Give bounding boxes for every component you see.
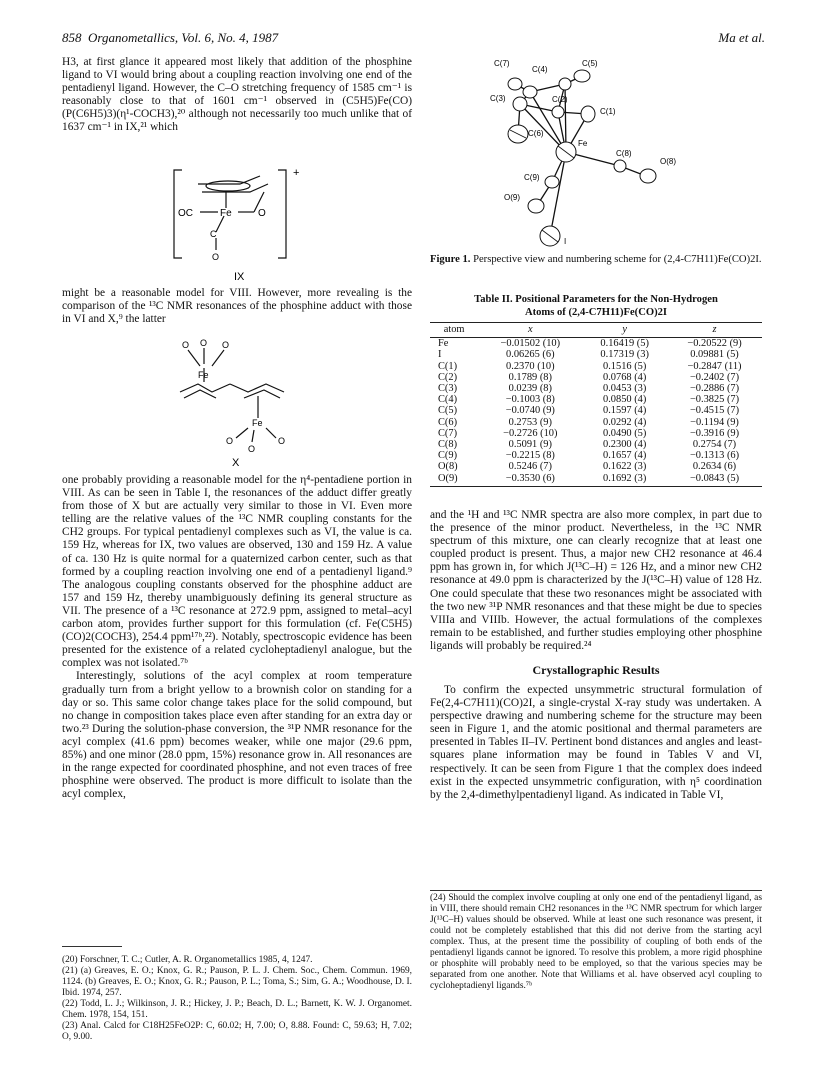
figure-1-caption-text: Perspective view and numbering scheme for (2,4-C7H11)Fe(CO)2I. bbox=[473, 254, 762, 265]
atom-label-o9: O(9) bbox=[504, 193, 520, 202]
table-2-title-line1: Table II. Positional Parameters for the Non-Hydrogen bbox=[474, 294, 718, 305]
structure-ix-c-label: C bbox=[210, 229, 217, 239]
atom-label-c1: C(1) bbox=[600, 107, 616, 116]
table-cell: −0.01502 (10) bbox=[500, 338, 561, 350]
running-header-authors: Ma et al. bbox=[718, 30, 765, 45]
table-cell: C(3) bbox=[438, 383, 458, 395]
table-row bbox=[430, 450, 762, 461]
structure-x-o2: O bbox=[200, 338, 208, 348]
table-row bbox=[430, 383, 762, 394]
table-cell: C(1) bbox=[438, 360, 458, 372]
table-2-col-y: y bbox=[582, 323, 667, 338]
atom-label-c7: C(7) bbox=[494, 59, 510, 68]
paragraph-nmr-mixture: and the ¹H and ¹³C NMR spectra are also more complex, in part due to the presence of the minor product. Nevertheless, in the ¹³C NMR spectrum of this mixture, one can clearly recognize that at least one coupled product is present. Thus, a major new CH2 resonance at 46.4 ppm has grown in, for which J(¹³C–H) = 126 Hz, and a minor new CH2 resonance at 49.0 ppm is characterized by the J(¹³C–H) value of 128 Hz. One could speculate that these two resonances might be associated with the two new ³¹P NMR resonances and that these might be due to species VIIIa and VIIIb. However, the actual formulations of the complexes remain to be established, and further studies employing other phosphine ligands will probably be required.²⁴ bbox=[430, 509, 762, 652]
table-cell: C(7) bbox=[438, 427, 458, 439]
footnote-22: (22) Todd, L. J.; Wilkinson, J. R.; Hickey, J. P.; Beach, D. L.; Barnett, K. W. J. Organomet. Chem. 1978, 154, 151. bbox=[62, 999, 412, 1020]
structure-x-drawing bbox=[160, 334, 310, 468]
table-cell: −0.3825 (7) bbox=[689, 394, 740, 406]
table-cell: 0.0768 (4) bbox=[603, 371, 647, 383]
table-2-col-z: z bbox=[667, 323, 762, 338]
atom-label-c9: C(9) bbox=[524, 173, 540, 182]
structure-x-label: X bbox=[232, 457, 240, 468]
table-cell: 0.17319 (3) bbox=[600, 349, 649, 361]
table-cell: 0.09881 (5) bbox=[690, 349, 739, 361]
table-row bbox=[430, 372, 762, 383]
table-2-col-x: x bbox=[478, 323, 582, 338]
structure-x-fe-bottom: Fe bbox=[252, 418, 263, 428]
structure-x-o4: O bbox=[226, 436, 234, 446]
table-2-header-row bbox=[430, 323, 762, 338]
structure-ix-fe-label: Fe bbox=[220, 208, 232, 219]
structure-ix-oc-label: OC bbox=[178, 208, 193, 219]
table-2 bbox=[430, 322, 762, 487]
footnote-rule-right bbox=[430, 890, 762, 891]
table-cell: 0.1657 (4) bbox=[603, 450, 647, 462]
table-cell: 0.0453 (3) bbox=[603, 383, 647, 395]
table-cell: −0.0843 (5) bbox=[667, 473, 762, 487]
figure-1-caption bbox=[430, 254, 762, 267]
table-cell: Fe bbox=[438, 338, 449, 350]
table-cell: 0.0490 (5) bbox=[603, 427, 647, 439]
table-cell: 0.1622 (3) bbox=[603, 461, 647, 473]
table-cell: 0.06265 (6) bbox=[506, 349, 555, 361]
atom-label-o8: O(8) bbox=[660, 157, 676, 166]
table-cell: 0.5246 (7) bbox=[508, 461, 552, 473]
table-cell: 0.1516 (5) bbox=[603, 360, 647, 372]
table-cell: 0.1692 (3) bbox=[582, 473, 667, 487]
structure-x-o6: O bbox=[278, 436, 286, 446]
table-cell: 0.2634 (6) bbox=[692, 461, 737, 473]
paragraph-nmr: one probably providing a reasonable model for the η⁴-pentadiene portion in VIII. As can be seen in Table I, the resonances of the adduct differ greatly from those of X but are actually very similar to those in VI. Even more telling are the relative values of the ¹³C NMR coupling constants for the CH2 groups. For typical pentadienyl complexes such as VI, the value is ca. 159 Hz, whereas for IX, two values are observed, 130 and 159 Hz. A value of ca. 130 Hz is quite normal for a quaternized carbon center, such as that formed by a coupling reaction involving one end of a pentadienyl ligand.⁹ The analogous coupling constants observed for the phosphine adduct are 157 and 159 Hz, thereby unambiguously defining its general structure as VII. The presence of a ¹³C resonance at 272.9 ppm, assigned to metal–acyl carbon atom, provides further support for this formulation (cf. Fe(C5H5)(CO)2(COCH3), 254.4 ppm¹⁷ᵇ,²²). Notably, spectroscopic evidence has been presented for the existence of a related cycloheptadienyl analogue, but the complex was not isolated.⁷ᵇ bbox=[62, 474, 412, 670]
page-number: 858 bbox=[62, 30, 82, 45]
footnotes-left bbox=[62, 955, 412, 1043]
table-cell: C(6) bbox=[438, 416, 458, 428]
table-cell: 0.2370 (10) bbox=[506, 360, 555, 372]
table-cell: C(9) bbox=[438, 450, 458, 462]
table-cell: 0.1789 (8) bbox=[508, 371, 552, 383]
section-title-crystallographic: Crystallographic Results bbox=[532, 663, 660, 677]
table-cell: 0.2754 (7) bbox=[692, 439, 737, 451]
left-column-mid bbox=[62, 287, 412, 326]
table-row bbox=[430, 349, 762, 360]
footnote-23: (23) Anal. Calcd for C18H25FeO2P: C, 60.02; H, 7.00; O, 8.88. Found: C, 59.63; H, 7.02; O, 9.00. bbox=[62, 1021, 412, 1042]
atom-label-c3: C(3) bbox=[490, 94, 506, 103]
table-2-col-atom: atom bbox=[430, 323, 478, 338]
footnote-21: (21) (a) Greaves, E. O.; Knox, G. R.; Pauson, P. L. J. Chem. Soc., Chem. Commun. 1969, 1124. (b) Greaves, E. O.; Knox, G. R.; Pauson, P. L.; Toma, S.; Sim, G. A.; Woodhouse, D. I. Ibid. 1974, 257. bbox=[62, 966, 412, 998]
table-cell: −0.2402 (7) bbox=[689, 371, 740, 383]
structure-ix-drawing bbox=[160, 162, 310, 284]
right-column-bottom bbox=[430, 684, 762, 802]
table-cell: −0.1313 (6) bbox=[689, 450, 740, 462]
structure-x-o1: O bbox=[182, 340, 190, 350]
structure-ix-o-label: O bbox=[258, 208, 266, 219]
table-cell: C(8) bbox=[438, 439, 458, 451]
table-cell: −0.2886 (7) bbox=[689, 383, 740, 395]
atom-label-i: I bbox=[564, 237, 567, 246]
table-cell: −0.3530 (6) bbox=[478, 473, 582, 487]
table-cell: 0.16419 (5) bbox=[600, 338, 649, 350]
table-cell: O(9) bbox=[430, 473, 478, 487]
right-column-top bbox=[430, 509, 762, 653]
table-cell: 0.0292 (4) bbox=[603, 416, 647, 428]
table-row bbox=[430, 338, 762, 350]
table-row bbox=[430, 461, 762, 472]
table-cell: I bbox=[438, 349, 442, 361]
table-2-title bbox=[430, 294, 762, 319]
structure-ix-charge: + bbox=[293, 167, 300, 179]
structure-x-fe-top: Fe bbox=[198, 370, 209, 380]
atom-label-c2: C(2) bbox=[552, 95, 568, 104]
table-cell: −0.4515 (7) bbox=[689, 405, 740, 417]
table-cell: 0.5091 (9) bbox=[508, 439, 552, 451]
structure-x-o3: O bbox=[222, 340, 230, 350]
table-cell: −0.2215 (8) bbox=[505, 450, 555, 462]
figure-1-caption-label: Figure 1. bbox=[430, 254, 471, 265]
paragraph-comparison: might be a reasonable model for VIII. However, more revealing is the comparison of the ¹³C NMR resonances of the phosphine adduct with those in VI and X,⁹ the latter bbox=[62, 287, 412, 326]
atom-label-fe: Fe bbox=[578, 139, 588, 148]
table-row bbox=[430, 405, 762, 416]
table-cell: −0.2726 (10) bbox=[503, 427, 558, 439]
table-cell: 0.2300 (4) bbox=[603, 439, 647, 451]
table-cell: O(8) bbox=[438, 461, 458, 473]
table-row bbox=[430, 428, 762, 439]
table-cell: C(5) bbox=[438, 405, 458, 417]
table-cell: 0.0239 (8) bbox=[508, 383, 552, 395]
table-2-title-line2: Atoms of (2,4-C7H11)Fe(CO)2I bbox=[524, 306, 668, 318]
figure-1-ortep bbox=[470, 54, 720, 250]
table-cell: −0.2847 (11) bbox=[687, 360, 742, 372]
table-cell: −0.1003 (8) bbox=[505, 394, 555, 406]
table-row bbox=[430, 439, 762, 450]
table-cell: −0.20522 (9) bbox=[687, 338, 742, 350]
table-row bbox=[430, 361, 762, 372]
paragraph-intro: H3, at first glance it appeared most likely that addition of the phosphine ligand to VI would bring about a coupling reaction involving one end of the pentadienyl ligand. However, the C–O stretching frequency of 1585 cm⁻¹ is reasonably close to that of 1601 cm⁻¹ observed in (C5H5)Fe(CO)(P(C6H5)3)(η¹-COCH3),²⁰ although not necessarily too much unlike that of 1637 cm⁻¹ in IX,²¹ which bbox=[62, 56, 412, 134]
table-cell: −0.0740 (9) bbox=[505, 405, 555, 417]
atom-label-c5: C(5) bbox=[582, 59, 598, 68]
footnote-20: (20) Forschner, T. C.; Cutler, A. R. Organometallics 1985, 4, 1247. bbox=[62, 955, 313, 965]
table-row bbox=[430, 417, 762, 428]
footnote-rule-left bbox=[62, 946, 122, 947]
table-cell: 0.0850 (4) bbox=[603, 394, 647, 406]
table-row bbox=[430, 473, 762, 487]
table-cell: −0.3916 (9) bbox=[689, 427, 740, 439]
paragraph-crystallographic: To confirm the expected unsymmetric structural formulation of Fe(2,4-C7H11)(CO)2I, a single-crystal X-ray study was undertaken. A perspective drawing and numbering scheme for the structure may been seen in Figure 1, and the atomic positional and thermal parameters are presented in Tables II–IV. Pertinent bond distances and angles and least-squares plane information may be found in Tables V and VI, respectively. It can be seen from Figure 1 that the complex does indeed exist in the expected unsymmetric configuration, with η⁵ coordination by the 2,4-dimethylpentadienyl ligand. As indicated in Table VI, bbox=[430, 684, 762, 801]
left-column-top bbox=[62, 56, 412, 135]
atom-label-c6: C(6) bbox=[528, 129, 544, 138]
table-cell: 0.2753 (9) bbox=[508, 416, 552, 428]
table-cell: 0.1597 (4) bbox=[603, 405, 647, 417]
table-row bbox=[430, 394, 762, 405]
atom-label-c4: C(4) bbox=[532, 65, 548, 74]
table-cell: C(4) bbox=[438, 394, 458, 406]
left-column-bottom bbox=[62, 474, 412, 801]
atom-label-c8: C(8) bbox=[616, 149, 632, 158]
structure-ix-o2-label: O bbox=[212, 252, 220, 262]
running-header-left bbox=[62, 30, 278, 46]
table-cell: −0.1194 (9) bbox=[690, 416, 739, 428]
footnote-24: (24) Should the complex involve coupling at only one end of the pentadienyl ligand, as in VIII, there should remain CH2 resonances in the ¹³C NMR spectrum for which larger J(¹³C–H) values should be observed. While at least one such resonance was present, it could not be completely established that this did not derive from the starting acyl complex. Thus, at the present time the possibility of coupling of both ends of the pentadienyl ligands cannot be ignored. To resolve this problem, a more rigid phosphine or phosphite will probably need to be employed, so that the various species may be separated from one another. Note that Williams et al. have observed acyl coupling to cycloheptadienyl ligands.⁷ᵇ bbox=[430, 893, 762, 991]
table-cell: C(2) bbox=[438, 371, 458, 383]
journal-citation: Organometallics, Vol. 6, No. 4, 1987 bbox=[88, 30, 279, 45]
structure-x-o5: O bbox=[248, 444, 256, 454]
structure-ix-label: IX bbox=[234, 271, 245, 283]
paragraph-color-change: Interestingly, solutions of the acyl complex at room temperature gradually turn from a bright yellow to a brownish color on standing for a day or so. This same color change takes place for the solid compound, but no change in composition takes place even after standing for an extra day or two.²³ During the solution-phase conversion, the ³¹P NMR resonance for the acyl complex (41.6 ppm) becomes weaker, while one major (29.6 ppm, 85%) and one minor (28.0 ppm, 15%) resonance grow in. All resonances are in the range expected for coordinated phosphine, and not even traces of free phosphine were observed. The product is more difficult to isolate than the acyl complex, bbox=[62, 670, 412, 801]
